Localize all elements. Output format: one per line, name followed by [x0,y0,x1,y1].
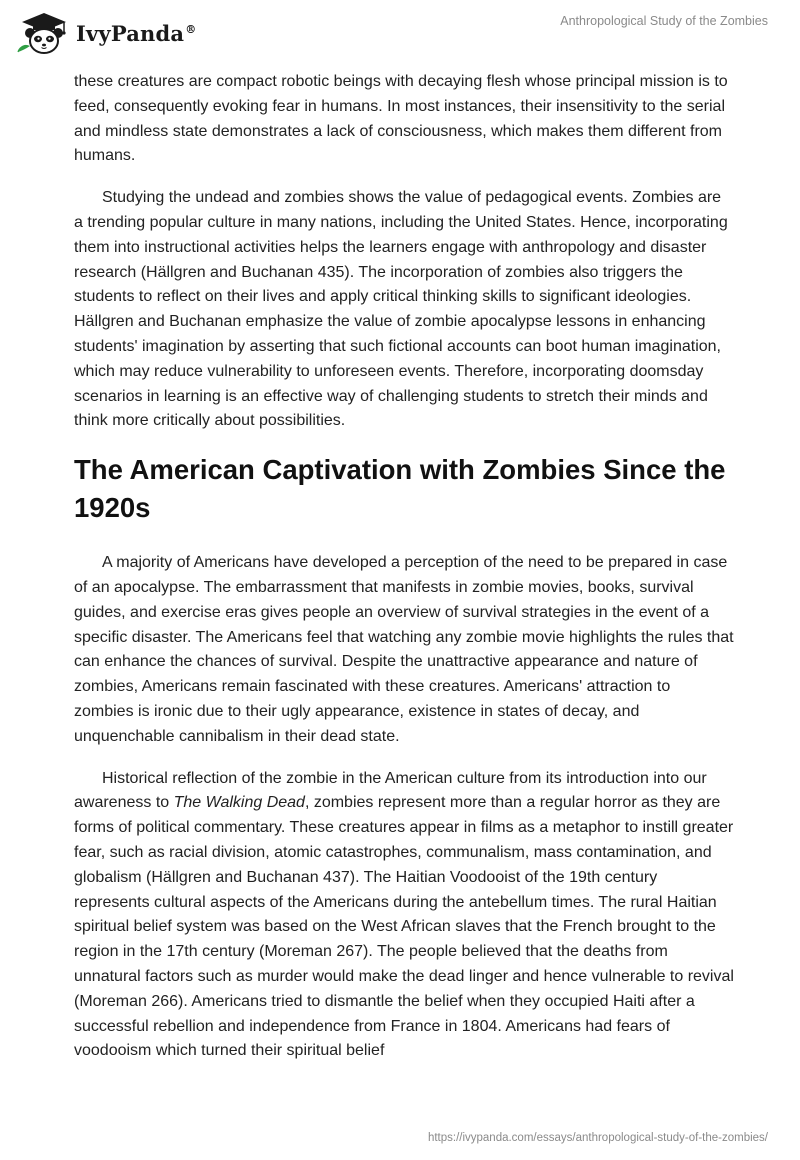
essay-body [74,70,734,1081]
section-heading: The American Captivation with Zombies Since the 1920s [74,454,726,524]
page-header [0,0,800,66]
paragraph-continuation: these creatures are compact robotic beings with decaying flesh whose principal mission is to feed, consequently evoking fear in humans. In most instances, their insensitivity to the serial and mindless state demonstrates a lack of consciousness, which makes them different from humans. [74,73,728,165]
document-title: Anthropological Study of the Zombies [560,14,768,28]
panda-graduation-cap-icon [14,8,70,56]
source-url[interactable]: https://ivypanda.com/essays/anthropological-study-of-the-zombies/ [427,1132,768,1144]
paragraph-pedagogy: Studying the undead and zombies shows the value of pedagogical events. Zombies are a trending popular culture in many nations, including the United States. Hence, incorporating them into instructional activities helps the learners engage with anthropology and disaster research (Hällgren and Buchanan 435). The incorporation of zombies also triggers the students to reflect on their lives and apply critical thinking skills to significant ideologies. Hällgren and Buchanan emphasize the value of zombie apocalypse lessons in enhancing students' imagination by asserting that such fictional accounts can boot human imagination, which may reduce vulnerability to unforeseen events. Therefore, incorporating doomsday scenarios in learning is an effective way of challenging students to stretch their minds and think more critically about possibilities. [74,189,728,430]
paragraph-history [74,767,734,1065]
brand-name: IvyPanda® [76,20,197,46]
ivypanda-logo[interactable] [14,8,196,56]
paragraph-apocalypse: A majority of Americans have developed a perception of the need to be prepared in case of an apocalypse. The embarrassment that manifests in zombie movies, books, survival guides, and exercise eras gives people an overview of survival strategies in the event of a specific disaster. The Americans feel that watching any zombie movie highlights the rules that can enhance the chances of survival. Despite the unattractive appearance and nature of zombies, Americans remain fascinated with these creatures. Americans' attraction to zombies is ironic due to their ugly appearance, existence in states of decay, and unquenchable cannibalism in their dead state. [74,554,734,745]
walking-dead-title: The Walking Dead [173,794,305,812]
paragraph-history-text-b: , zombies represent more than a regular horror as they are forms of political commentary. These creatures appear in films as a metaphor to instill greater fear, such as racial division, atomic catastrophes, communalism, mass contamination, and globalism (Hällgren and Buchanan 437). The Haitian Voodooist of the 19th century represents cultural aspects of the Americans during the antebellum times. The rural Haitian spiritual belief system was based on the West African slaves that the French brought to the region in the 17th century (Moreman 267). The people believed that the deaths from unnatural factors such as murder would make the dead linger and hence vulnerable to revival (Moreman 266). Americans tried to dismantle the belief when they occupied Haiti after a successful rebellion and independence from France in 1804. Americans had fears of voodooism which turned their spiritual belief [74,794,734,1060]
paragraph-history-text-a: Historical reflection of the zombie in the American culture from its introduction into our awareness to [74,769,707,812]
